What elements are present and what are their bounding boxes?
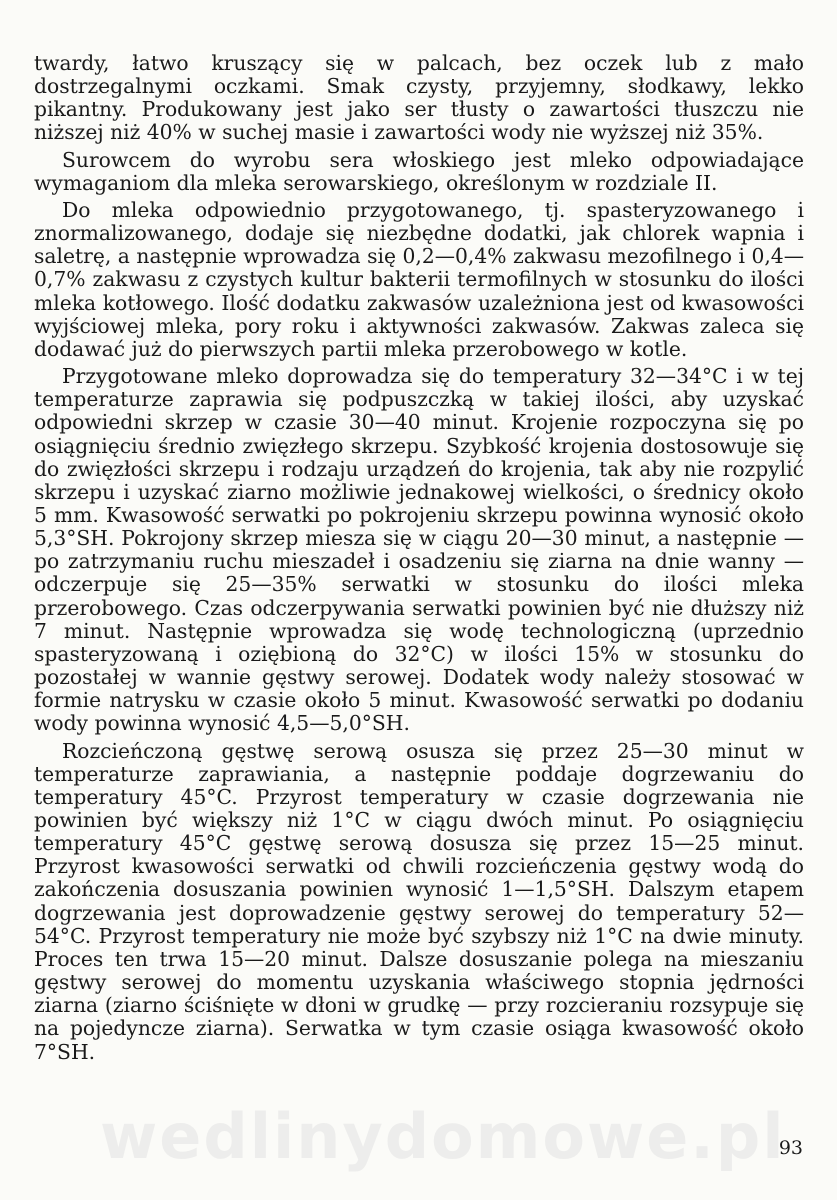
paragraph-drying: Rozcieńczoną gęstwę serową osusza się przez 25—30 minut w temperaturze zaprawiania, a następnie poddaje dogrzewaniu do temperatury 45°C. Przyrost temperatury w czasie dogrzewania nie powinien być większy niż 1°C w ciągu dwóch minut. Po osiągnięciu temperatury 45°C gęstwę serową dosusza się przez 15—25 minut. Przyrost kwasowości serwatki od chwili rozcieńczenia gęstwy wodą do zakończenia dosuszania powinien wynosić 1—1,5°SH. Dalszym etapem dogrzewania jest doprowadzenie gęstwy serowej do temperatury 52—54°C. Przyrost temperatury nie może być szybszy niż 1°C na dwie minuty. Proces ten trwa 15—20 minut. Dalsze dosuszanie polega na mieszaniu gęstwy serowej do momentu uzyskania właściwego stopnia jędrności ziarna (ziarno ściśnięte w dłoni w grudkę — przy rozcieraniu rozsypuje się na pojedyncze ziarna). Serwatka w tym czasie osiąga kwasowość około 7°SH. [34, 738, 804, 1064]
paragraph-continuation: twardy, łatwo kruszący się w palcach, bez oczek lub z mało dostrzegalnymi oczkami. Smak czysty, przyjemny, słodkawy, lekko pikantny. Produkowany jest jako ser tłusty o zawartości tłuszczu nie niższej niż 40% w suchej masie i zawartości wody nie wyższej niż 35%. [34, 51, 804, 145]
paragraph-raw-material: Surowcem do wyrobu sera włoskiego jest mleko odpowiadające wymaganiom dla mleka serowarskiego, określonym w rozdziale II. [34, 147, 804, 195]
paragraph-additives: Do mleka odpowiednio przygotowanego, tj. spasteryzowanego i znormalizowanego, dodaje się niezbędne dodatki, jak chlorek wapnia i saletrę, a następnie wprowadza się 0,2—0,4% zakwasu mezofilnego i 0,4—0,7% zakwasu z czystych kultur bakterii termofilnych w stosunku do ilości mleka kotłowego. Ilość dodatku zakwasów uzależniona jest od kwasowości wyjściowej mleka, pory roku i aktywności zakwasów. Zakwas zaleca się dodawać już do pierwszych partii mleka przerobowego w kotle. [34, 197, 804, 361]
page-number: 93 [778, 1137, 803, 1159]
body-text [34, 52, 804, 1068]
paragraph-curdling: Przygotowane mleko doprowadza się do temperatury 32—34°C i w tej temperaturze zaprawia się podpuszczką w takiej ilości, aby uzyskać odpowiedni skrzep w czasie 30—40 minut. Krojenie rozpoczyna się po osiągnięciu średnio zwięzłego skrzepu. Szybkość krojenia dostosowuje się do zwięzłości skrzepu i rodzaju urządzeń do krojenia, tak aby nie rozpylić skrzepu i uzyskać ziarno możliwie jednakowej wielkości, o średnicy około 5 mm. Kwasowość serwatki po pokrojeniu skrzepu powinna wynosić około 5,3°SH. Pokrojony skrzep miesza się w ciągu 20—30 minut, a następnie — po zatrzymaniu ruchu mieszadeł i osadzeniu się ziarna na dnie wanny — odczerpuje się 25—35% serwatki w stosunku do ilości mleka przerobowego. Czas odczerpywania serwatki powinien być nie dłuższy niż 7 minut. Następnie wprowadza się wodę technologiczną (uprzednio spasteryzowaną i oziębioną do 32°C) w ilości 15% w stosunku do pozostałej w wannie gęstwy serowej. Dodatek wody należy stosować w formie natrysku w czasie około 5 minut. Kwasowość serwatki po dodaniu wody powinna wynosić 4,5—5,0°SH. [34, 364, 804, 736]
site-watermark: wedlinydomowe.pl [100, 1100, 786, 1173]
